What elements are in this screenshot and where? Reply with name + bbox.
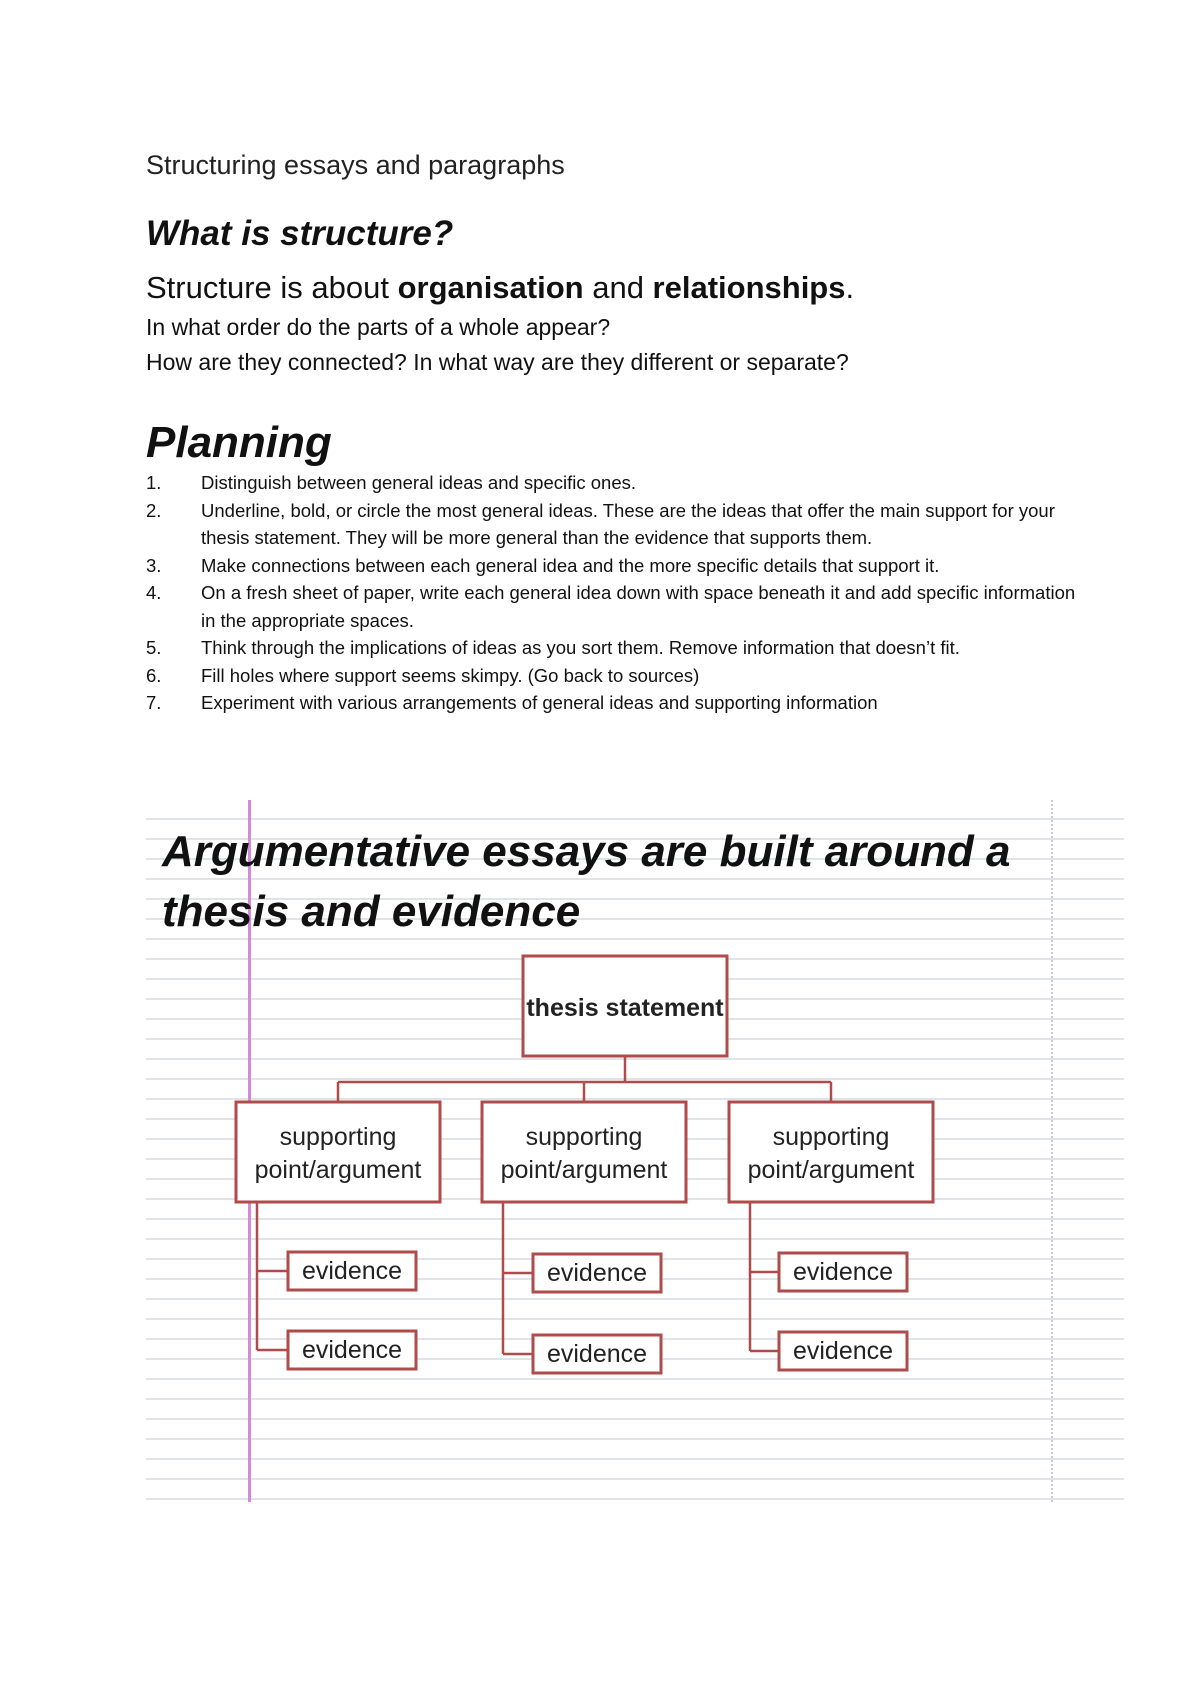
support-label-line1: supporting [772,1123,890,1151]
list-item [146,552,1076,580]
support-label-line1: supporting [525,1123,643,1151]
step-text: Distinguish between general ideas and specific ones. [201,472,637,493]
step-text: Think through the implications of ideas as you sort them. Remove information that doesn’t fit. [201,637,960,658]
evidence-label: evidence [546,1340,648,1368]
evidence-label: evidence [792,1258,894,1286]
document-title: Structuring essays and paragraphs [146,150,565,180]
list-item [146,662,1076,690]
support-box [482,1102,686,1202]
intro-text-start: Structure is about [146,270,398,305]
step-text: On a fresh sheet of paper, write each general idea down with space beneath it and add specific information in the appropriate spaces. [201,582,1076,631]
structure-question-1: In what order do the parts of a whole appear? [146,314,611,340]
step-text: Experiment with various arrangements of general ideas and supporting information [201,692,878,713]
intro-text-end: . [845,270,855,305]
evidence-label: evidence [301,1336,403,1364]
evidence-label: evidence [301,1257,403,1285]
planning-heading: Planning [146,418,332,467]
step-text: Make connections between each general idea and the more specific details that support it. [201,554,940,576]
evidence-label: evidence [792,1337,894,1365]
figure-heading: Argumentative essays are built around a thesis and evidence [162,827,1011,936]
intro-text-mid: and [583,270,653,305]
planning-steps-list [146,469,1076,717]
step-number: 6. [146,664,162,686]
thesis-label: thesis statement [526,994,724,1022]
list-item [146,497,1076,552]
step-number: 5. [146,637,162,658]
step-number: 7. [146,692,162,713]
step-number: 4. [146,582,162,603]
step-text: Underline, bold, or circle the most general ideas. These are the ideas that offer the main support for your thesis statement. They will be more general than the evidence that supports them. [201,499,1055,548]
support-box [729,1102,933,1202]
intro-bold-organisation: organisation [397,270,584,305]
support-label-line1: supporting [279,1123,397,1151]
intro-bold-relationships: relationships [652,270,846,305]
step-number: 3. [146,554,162,576]
step-number: 1. [146,472,162,493]
support-label-line2: point/argument [500,1156,668,1184]
list-item [146,634,1076,662]
structure-intro [146,270,854,306]
evidence-label: evidence [546,1259,648,1287]
list-item [146,469,1076,497]
support-box [236,1102,440,1202]
notebook-figure [146,800,1124,1502]
structure-question-2: How are they connected? In what way are they different or separate? [146,349,849,375]
step-text: Fill holes where support seems skimpy. (Go back to sources) [201,664,700,686]
list-item [146,579,1076,634]
structure-heading: What is structure? [146,214,454,253]
support-label-line2: point/argument [254,1156,422,1184]
step-number: 2. [146,499,162,521]
support-label-line2: point/argument [747,1156,915,1184]
list-item [146,689,1076,717]
thesis-diagram [146,800,1124,1502]
